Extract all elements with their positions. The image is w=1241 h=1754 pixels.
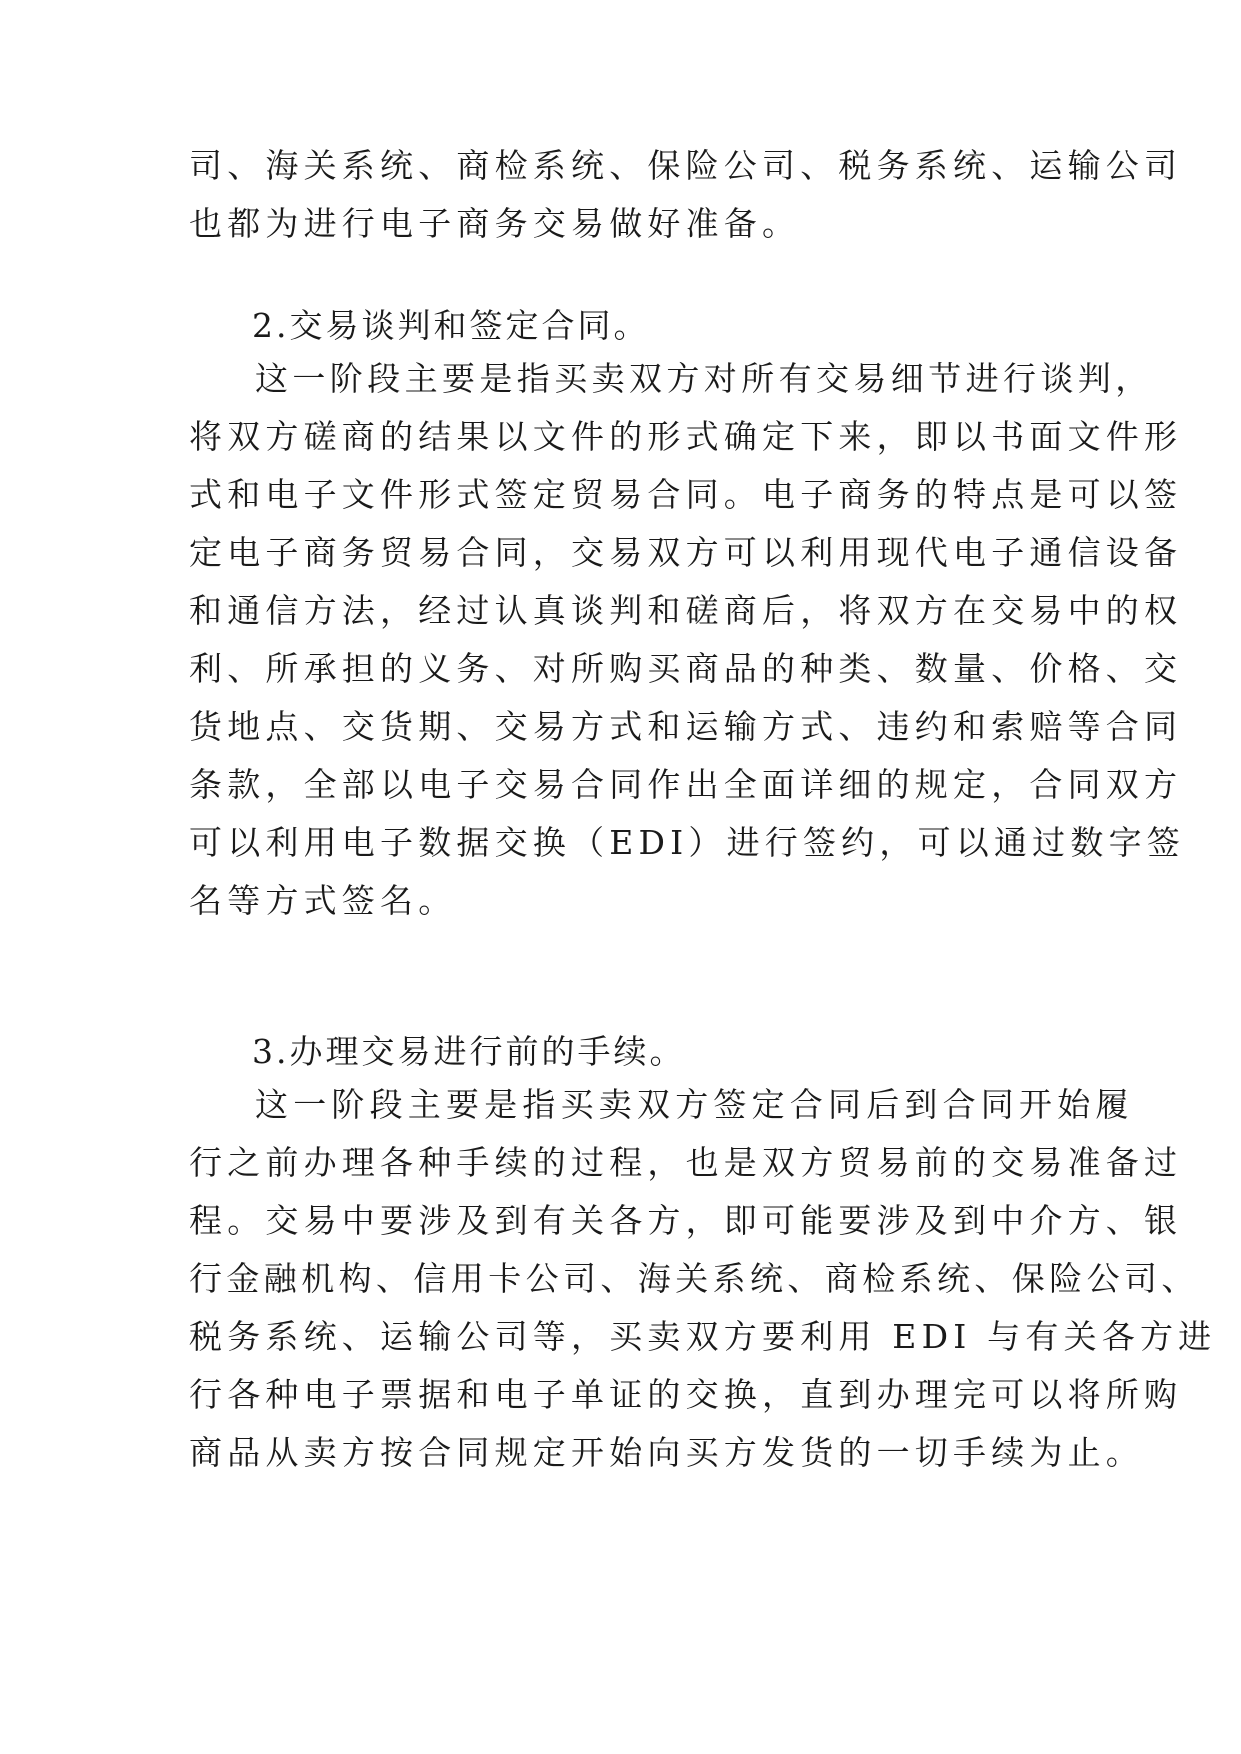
text-line: 货地点、交货期、交易方式和运输方式、违约和索赔等合同 — [189, 707, 1183, 746]
text-line: 名等方式签名。 — [189, 881, 457, 920]
text-line: 行之前办理各种手续的过程，也是双方贸易前的交易准备过 — [189, 1143, 1183, 1182]
text-line: 税务系统、运输公司等，买卖双方要利用 EDI 与有关各方进 — [189, 1317, 1217, 1356]
section-heading-3 — [189, 1023, 1064, 1081]
section-paragraph-3 — [189, 1076, 1217, 1482]
text-line: 也都为进行电子商务交易做好准备。 — [189, 204, 801, 243]
section-heading-2 — [189, 297, 1064, 355]
continuation-paragraph — [189, 137, 1183, 253]
text-line: 这一阶段主要是指买卖双方对所有交易细节进行谈判， — [255, 359, 1153, 398]
section-heading: 2.交易谈判和签定合同。 — [252, 306, 650, 345]
text-line: 和通信方法，经过认真谈判和磋商后，将双方在交易中的权 — [189, 591, 1183, 630]
text-line: 这一阶段主要是指买卖双方签定合同后到合同开始履 — [255, 1085, 1134, 1124]
text-line: 商品从卖方按合同规定开始向买方发货的一切手续为止。 — [189, 1433, 1144, 1472]
text-line: 定电子商务贸易合同，交易双方可以利用现代电子通信设备 — [189, 533, 1183, 572]
text-line: 利、所承担的义务、对所购买商品的种类、数量、价格、交 — [189, 649, 1183, 688]
text-line: 行各种电子票据和电子单证的交换，直到办理完可以将所购 — [189, 1375, 1183, 1414]
section-heading: 3.办理交易进行前的手续。 — [252, 1032, 686, 1071]
text-line: 行金融机构、信用卡公司、海关系统、商检系统、保险公司、 — [189, 1259, 1199, 1298]
section-paragraph-2 — [189, 350, 1185, 930]
text-line: 条款，全部以电子交易合同作出全面详细的规定，合同双方 — [189, 765, 1183, 804]
text-line: 将双方磋商的结果以文件的形式确定下来，即以书面文件形 — [189, 417, 1183, 456]
text-line: 可以利用电子数据交换（EDI）进行签约，可以通过数字签 — [189, 823, 1185, 862]
text-line: 式和电子文件形式签定贸易合同。电子商务的特点是可以签 — [189, 475, 1183, 514]
text-line: 程。交易中要涉及到有关各方，即可能要涉及到中介方、银 — [189, 1201, 1183, 1240]
text-line: 司、海关系统、商检系统、保险公司、税务系统、运输公司 — [189, 146, 1183, 185]
